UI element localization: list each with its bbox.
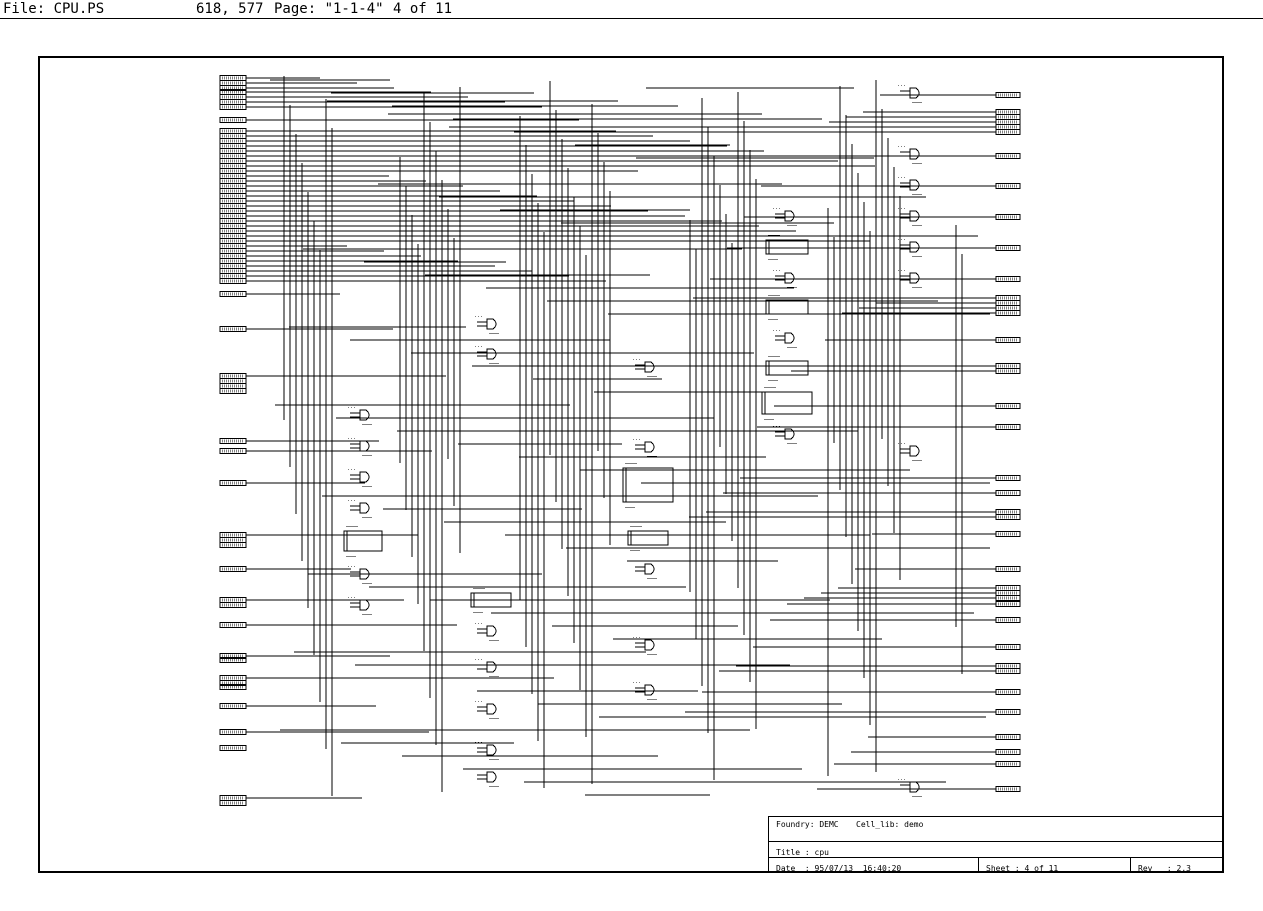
register-block: [762, 392, 812, 414]
register-block: [628, 531, 668, 545]
gate: [785, 211, 794, 221]
file-name: File: CPU.PS: [3, 1, 105, 17]
gate: [487, 349, 496, 359]
gate: [487, 745, 496, 755]
gate: [645, 564, 654, 574]
gate: [360, 503, 369, 513]
gate: [785, 273, 794, 283]
register-block: [766, 240, 808, 254]
gate: [487, 319, 496, 329]
gate: [910, 180, 919, 190]
gate: [910, 211, 919, 221]
sheet-label: Sheet : 4 of 11: [986, 864, 1059, 873]
register-block: [344, 531, 382, 551]
register-block: [623, 468, 673, 502]
register-block: [766, 361, 808, 375]
gate: [910, 273, 919, 283]
gate: [910, 446, 919, 456]
gate: [487, 772, 496, 782]
gate: [487, 626, 496, 636]
rev-label: Rev : 2.3: [1138, 864, 1191, 873]
gate: [645, 442, 654, 452]
gate: [487, 662, 496, 672]
block-layer: [344, 235, 812, 612]
register-block: [766, 300, 808, 314]
foundry-label: Foundry: DEMC: [776, 820, 839, 829]
gate: [645, 685, 654, 695]
title-block: [768, 816, 1224, 873]
cell-lib-label: Cell_lib: demo: [856, 820, 924, 829]
gate: [487, 704, 496, 714]
gate: [645, 640, 654, 650]
page-count: 4 of 11: [393, 1, 453, 17]
wire-layer: [246, 76, 996, 798]
cursor-coordinates: 618, 577: [196, 1, 264, 17]
gate: [360, 441, 369, 451]
gate: [910, 242, 919, 252]
title-label: Title : cpu: [776, 848, 829, 857]
date-label: Date : 95/07/13 16:40:20: [776, 864, 902, 873]
gate: [910, 88, 919, 98]
page-label: Page: "1-1-4": [274, 1, 384, 17]
gate: [360, 600, 369, 610]
gate: [910, 782, 919, 792]
gate: [360, 472, 369, 482]
gate: [645, 362, 654, 372]
gate: [785, 333, 794, 343]
gate-layer: [348, 85, 922, 796]
gate: [910, 149, 919, 159]
